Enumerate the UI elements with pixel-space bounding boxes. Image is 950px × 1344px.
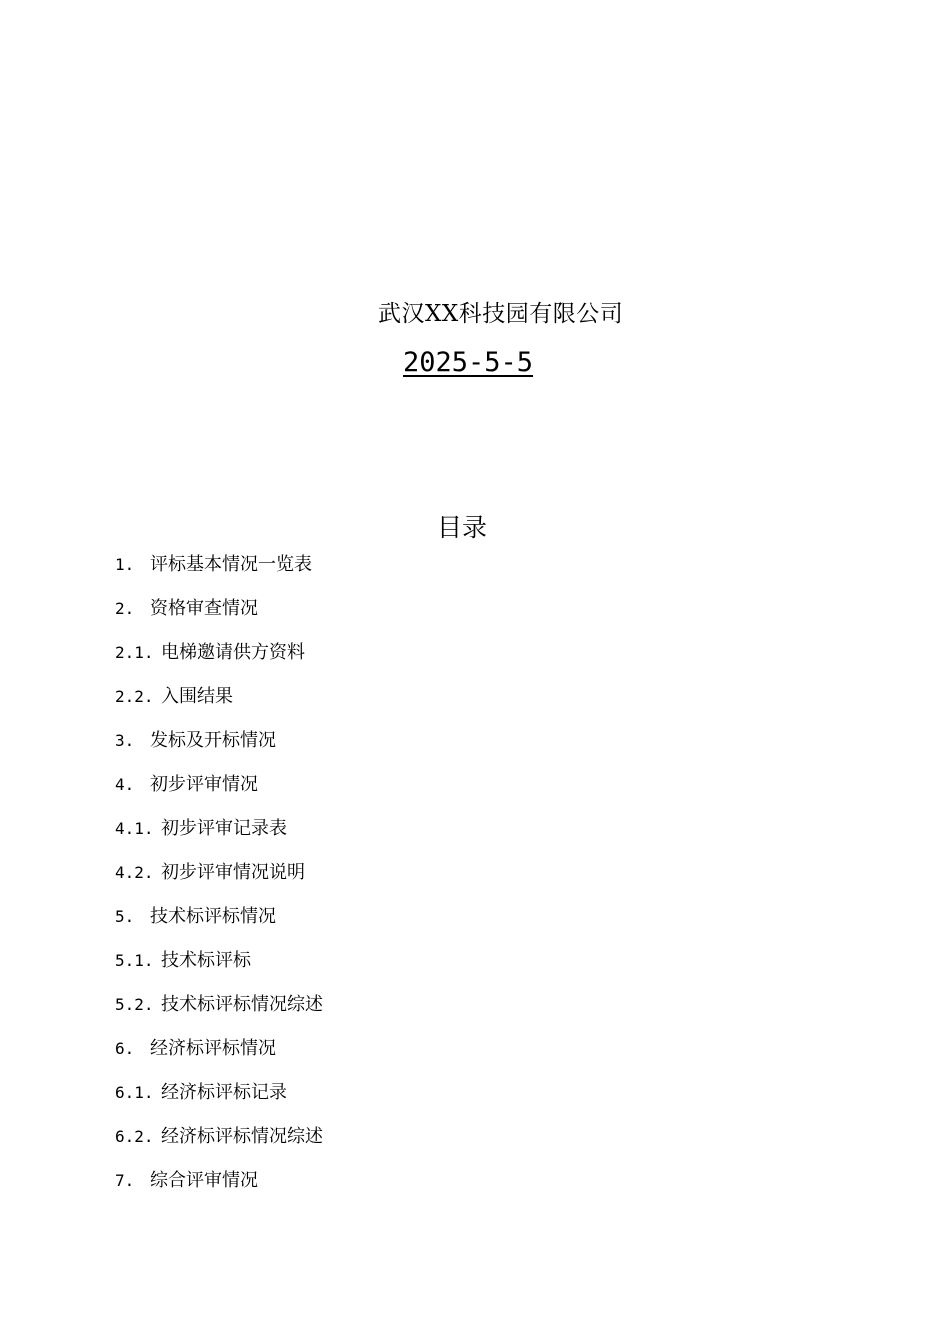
toc-item-label: 综合评审情况 — [150, 1170, 258, 1191]
toc-item-number: 2. — [115, 599, 135, 618]
table-of-contents — [115, 553, 323, 1213]
toc-item-label: 经济标评标记录 — [161, 1082, 287, 1103]
document-date: 2025-5-5 — [403, 347, 534, 378]
toc-item-number: 7. — [115, 1171, 135, 1190]
toc-item-number: 3. — [115, 731, 135, 750]
toc-item[interactable] — [115, 949, 323, 993]
toc-item[interactable] — [115, 1169, 323, 1213]
toc-item-number: 2.2. — [115, 687, 154, 706]
toc-item-label: 资格审查情况 — [150, 598, 258, 619]
toc-item[interactable] — [115, 1081, 323, 1125]
toc-item[interactable] — [115, 773, 323, 817]
toc-item-number: 6.1. — [115, 1083, 154, 1102]
toc-item[interactable] — [115, 597, 323, 641]
toc-item-label: 电梯邀请供方资料 — [161, 642, 305, 663]
toc-item-number: 5.2. — [115, 995, 154, 1014]
toc-item-label: 发标及开标情况 — [150, 730, 276, 751]
toc-title: 目录 — [436, 513, 487, 542]
toc-item-number: 5. — [115, 907, 135, 926]
toc-item-label: 技术标评标 — [161, 950, 251, 971]
toc-item-number: 4.2. — [115, 863, 154, 882]
toc-item-label: 入围结果 — [161, 686, 233, 707]
toc-item-number: 1. — [115, 555, 135, 574]
toc-item[interactable] — [115, 817, 323, 861]
toc-item-number: 4. — [115, 775, 135, 794]
toc-item-label: 经济标评标情况 — [150, 1038, 276, 1059]
toc-item-label: 技术标评标情况综述 — [161, 994, 323, 1015]
toc-item-label: 初步评审情况 — [150, 774, 258, 795]
toc-item[interactable] — [115, 553, 323, 597]
company-name: 武汉XX科技园有限公司 — [378, 301, 624, 327]
toc-item[interactable] — [115, 729, 323, 773]
toc-item[interactable] — [115, 861, 323, 905]
toc-item-number: 6. — [115, 1039, 135, 1058]
toc-item-label: 技术标评标情况 — [150, 906, 276, 927]
toc-item-number: 2.1. — [115, 643, 154, 662]
toc-item-number: 6.2. — [115, 1127, 154, 1146]
toc-item[interactable] — [115, 685, 323, 729]
toc-item-label: 经济标评标情况综述 — [161, 1126, 323, 1147]
toc-item[interactable] — [115, 1037, 323, 1081]
toc-item-number: 4.1. — [115, 819, 154, 838]
toc-item-label: 评标基本情况一览表 — [150, 554, 312, 575]
toc-item[interactable] — [115, 993, 323, 1037]
toc-item-label: 初步评审情况说明 — [161, 862, 305, 883]
toc-item[interactable] — [115, 641, 323, 685]
toc-item[interactable] — [115, 905, 323, 949]
toc-item[interactable] — [115, 1125, 323, 1169]
toc-item-number: 5.1. — [115, 951, 154, 970]
toc-item-label: 初步评审记录表 — [161, 818, 287, 839]
